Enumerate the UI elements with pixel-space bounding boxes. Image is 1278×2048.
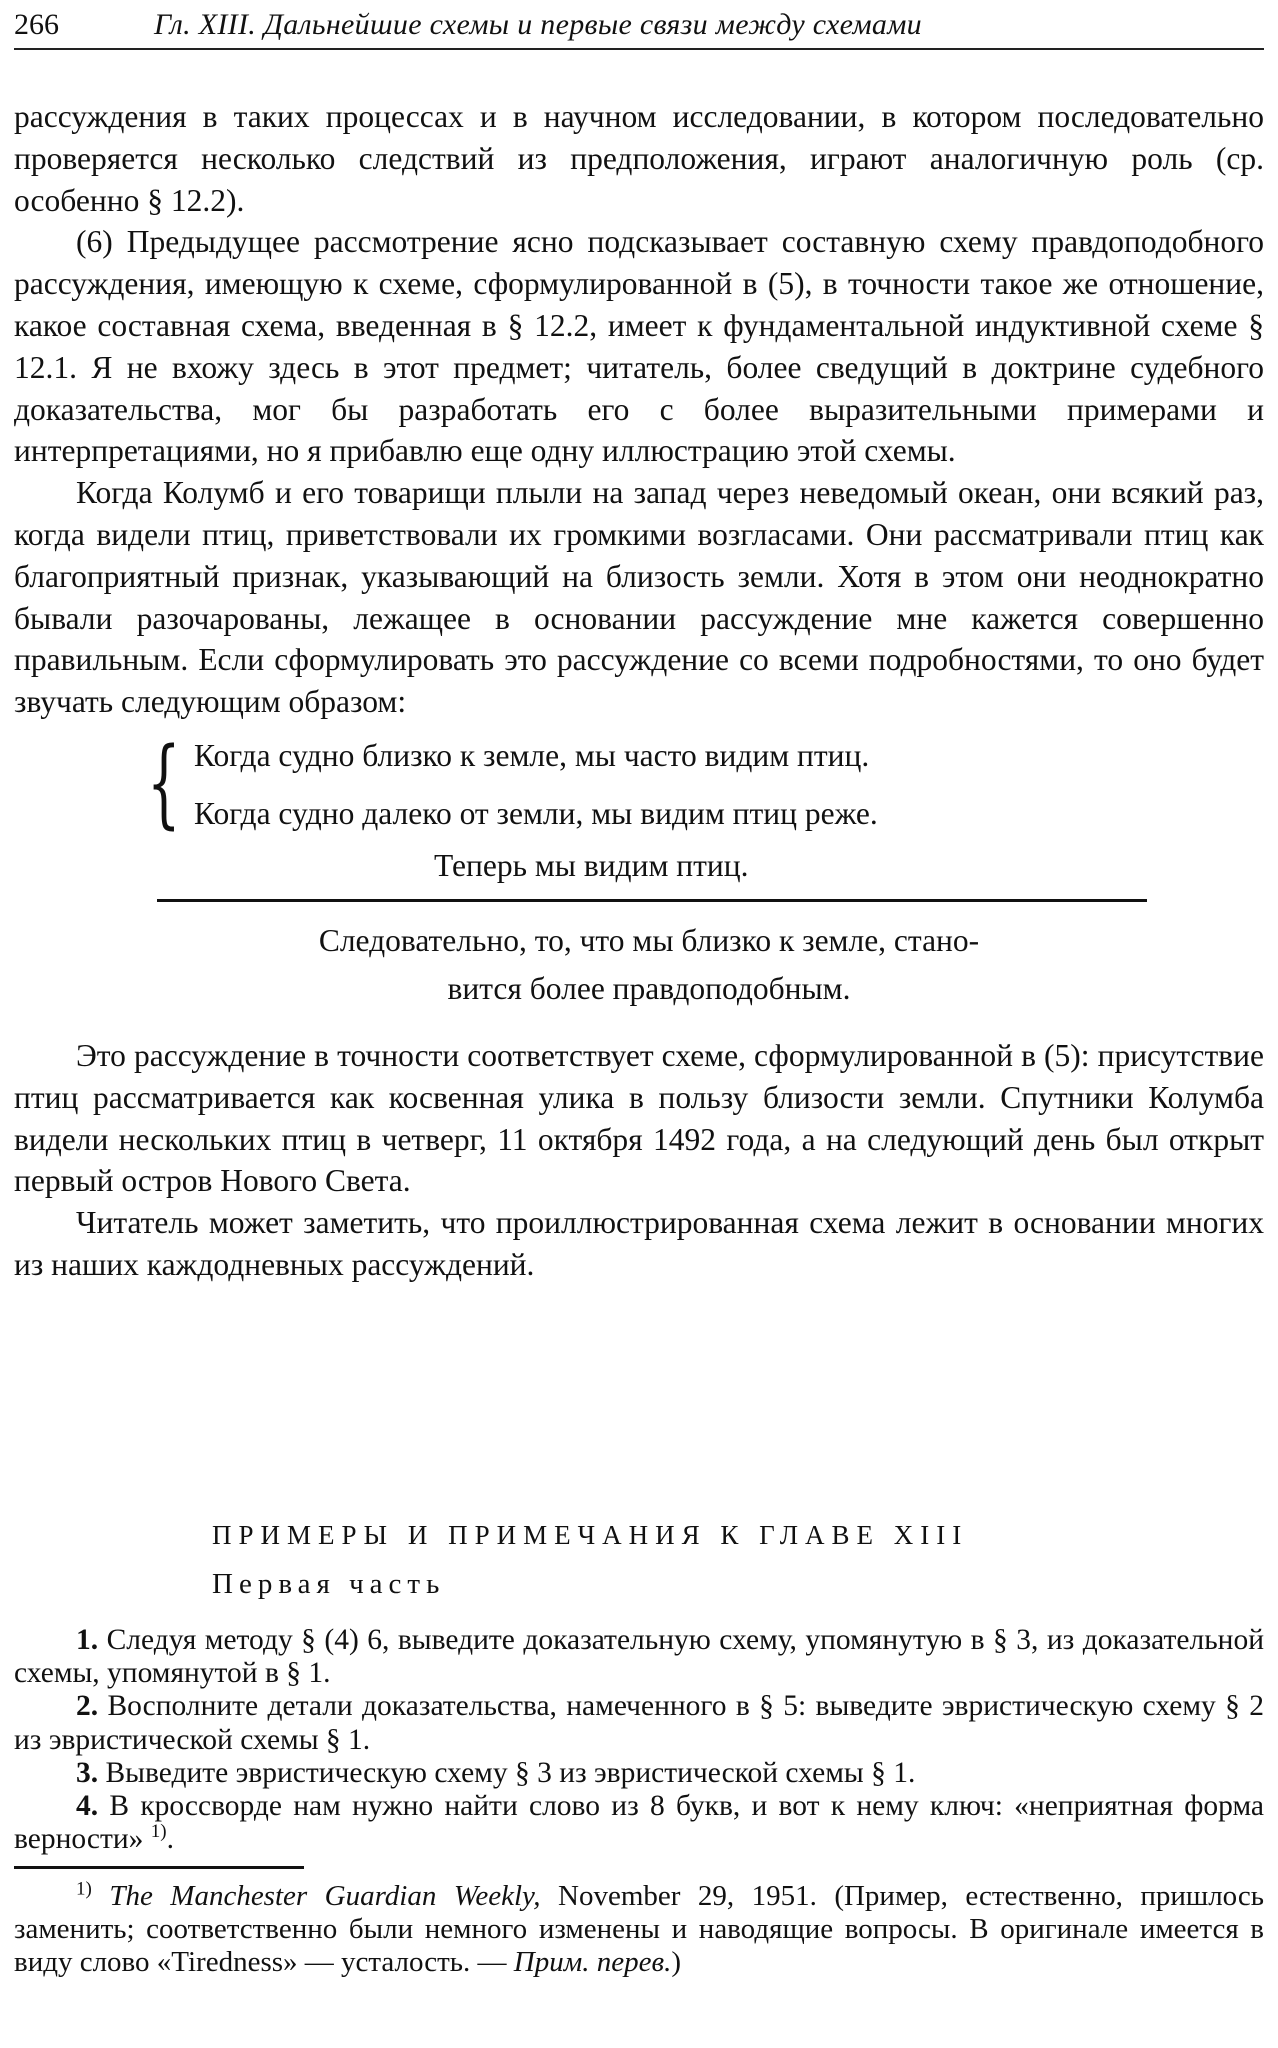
paragraph: Это рассуждение в точности соответствует схеме, сформулированной в (5): присутствие птиц рассматривается как косвенная улика в пользу близости земли. Спутники Колумба видели нескольких птиц в четверг, 11 октября 1492 года, а на следующий день был открыт первый остров Нового Света. (14, 1037, 1264, 1199)
curly-brace-icon: { (147, 726, 181, 839)
main-text (14, 96, 1264, 1286)
running-header (14, 8, 1264, 50)
exercise-text: Выведите эвристическую схему § 3 из эвристической схемы § 1. (105, 1756, 916, 1789)
exercise-item (14, 1624, 1264, 1690)
exercise-text: В кроссворде нам нужно найти слово из 8 букв, и вот к нему ключ: «неприятная форма верности» (14, 1790, 1264, 1856)
exercise-end-punct: . (166, 1823, 174, 1856)
footnote (14, 1880, 1264, 1979)
translator-note: Прим. перев. (513, 1946, 672, 1978)
reasoning-scheme (14, 726, 1264, 1035)
premise-2: Когда судно далеко от земли, мы видим птиц реже. (194, 795, 878, 831)
premise-1: Когда судно близко к земле, мы часто видим птиц. (194, 737, 870, 773)
paragraph: Читатель может заметить, что проиллюстрированная схема лежит в основании многих из наших каждодневных рассуждений. (14, 1205, 1264, 1282)
section-title: ПРИМЕРЫ И ПРИМЕЧАНИЯ К ГЛАВЕ XIII (212, 1520, 969, 1550)
exercise-number: 1. (76, 1624, 99, 1656)
exercise-item (14, 1690, 1264, 1756)
scheme-conclusion (154, 917, 1144, 1013)
footnote-paragraph (14, 1880, 1264, 1979)
footnote-text: November 29, 1951. (Пример, естественно, пришлось заменить; соответственно были немного изменены и наводящие вопросы. В оригинале имеется в виду слово «Tiredness» — усталость. — (14, 1880, 1264, 1978)
exercise-text: Следуя методу § (4) 6, выведите доказательную схему, упомянутую в § 3, из доказательной схемы, упомянутой в § 1. (14, 1624, 1264, 1690)
footnote-closing: ) (671, 1946, 681, 1978)
inference-line (157, 899, 1147, 902)
exercise-list (14, 1624, 1264, 1856)
conclusion-line-1: Следовательно, то, что мы близко к земле, стано- (318, 922, 980, 958)
paragraph: (6) Предыдущее рассмотрение ясно подсказывает составную схему правдоподобного рассуждения, имеющую к схеме, сформулированной в (5), в точности такое же отношение, какое составная схема, введенная в § 12.2, имеет к фундаментальной индуктивной схеме § 12.1. Я не вхожу здесь в этот предмет; читатель, более сведущий в доктрине судебного доказательства, мог бы разработать его с более выразительными примерами и интерпретациями, но я прибавлю еще одну иллюстрацию этой схемы. (14, 224, 1264, 469)
exercise-item (14, 1757, 1264, 1790)
exercise-number: 2. (76, 1690, 99, 1723)
section-subtitle: Первая часть (212, 1568, 446, 1600)
page-number: 266 (14, 8, 59, 41)
conclusion-line-2: вится более правдоподобным. (447, 970, 851, 1006)
exercise-number: 4. (76, 1790, 99, 1823)
footnote-mark: 1) (76, 1878, 92, 1900)
paragraph: рассуждения в таких процессах и в научном исследовании, в котором последовательно проверяется несколько следствий из предположения, играют аналогичную роль (ср. особенно § 12.2). (14, 99, 1264, 218)
exercise-text: Восполните детали доказательства, намеченного в § 5: выведите эвристическую схему § 2 из эвристической схемы § 1. (14, 1690, 1264, 1756)
footnote-rule (14, 1866, 304, 1869)
footnote-source: The Manchester Guardian Weekly, (109, 1880, 541, 1912)
premise-3: Теперь мы видим птиц. (434, 847, 749, 883)
paragraph: Когда Колумб и его товарищи плыли на запад через неведомый океан, они всякий раз, когда видели птиц, приветствовали их громкими возгласами. Они рассматривали птиц как благоприятный признак, указывающий на близость земли. Хотя в этом они неоднократно бывали разочарованы, лежащее в основании рассуждение мне кажется совершенно правильным. Если сформулировать это рассуждение со всеми подробностями, то оно будет звучать следующим образом: (14, 475, 1264, 720)
exercise-number: 3. (76, 1756, 99, 1789)
exercise-item (14, 1790, 1264, 1856)
footnote-mark[interactable]: 1) (150, 1821, 167, 1843)
running-title: Гл. XIII. Дальнейшие схемы и первые связи между схемами (154, 8, 922, 41)
